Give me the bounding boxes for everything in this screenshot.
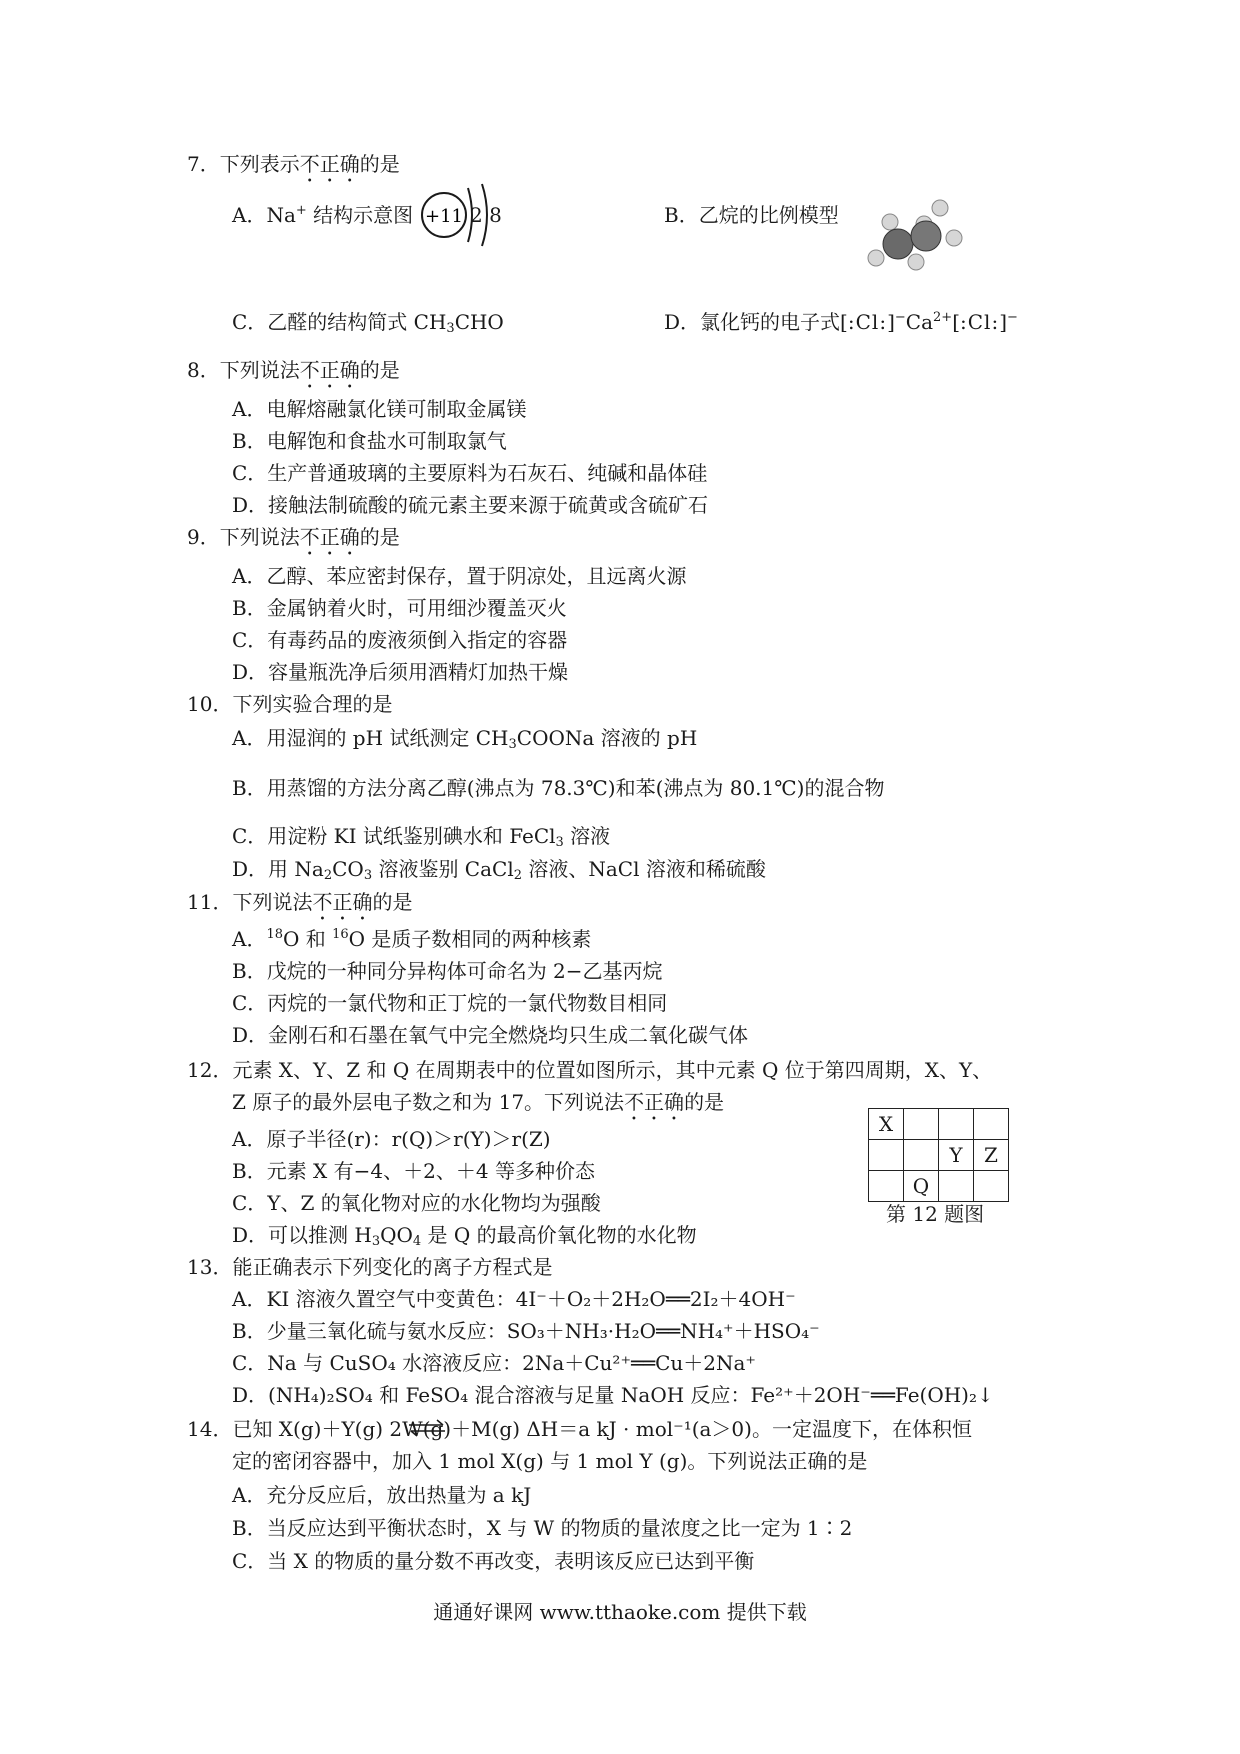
q9-option-d: D．容量瓶洗净后须用酒精灯加热干燥 — [232, 660, 569, 684]
q10-stem: 10．下列实验合理的是 — [187, 692, 393, 716]
q14-option-a: A．充分反应后，放出热量为 a kJ — [232, 1483, 532, 1507]
q13-stem: 13．能正确表示下列变化的离子方程式是 — [187, 1255, 553, 1279]
grid-cell — [869, 1171, 904, 1202]
q13-option-c: C．Na 与 CuSO₄ 水溶液反应：2Na＋Cu²⁺══Cu＋2Na⁺ — [232, 1351, 756, 1375]
q8-stem: 8．下列说法不正确的是 — [187, 358, 400, 382]
q14-stem: 14．已知 X(g)＋Y(g) 2W(g)＋M(g) ΔH＝a kJ · mol⁻¹(a＞0)。一定温度下，在体积恒 — [187, 1417, 972, 1441]
q7-option-a: A．Na+ 结构示意图 — [232, 203, 414, 227]
q13-option-b: B．少量三氧化硫与氨水反应：SO₃＋NH₃·H₂O══NH₄⁺＋HSO₄⁻ — [232, 1319, 820, 1343]
grid-cell: Y — [939, 1140, 974, 1171]
q11-option-b: B．戊烷的一种同分异构体可命名为 2−乙基丙烷 — [232, 959, 663, 983]
shell-electrons: 2 8 — [470, 203, 502, 227]
q14-option-c: C．当 X 的物质的量分数不再改变，表明该反应已达到平衡 — [232, 1549, 755, 1573]
grid-cell — [939, 1109, 974, 1140]
q7-emphasis: 不正确 — [299, 152, 360, 176]
q13-option-d: D．(NH₄)₂SO₄ 和 FeSO₄ 混合溶液与足量 NaOH 反应：Fe²⁺＋2OH⁻══Fe(OH)₂↓ — [232, 1383, 994, 1407]
ethane-space-filling-model — [860, 196, 970, 276]
q12-option-a: A．原子半径(r)：r(Q)＞r(Y)＞r(Z) — [232, 1127, 551, 1151]
periodic-table-grid — [868, 1108, 1009, 1202]
q12-stem-2: Z 原子的最外层电子数之和为 17。下列说法不正确的是 — [232, 1090, 725, 1114]
q12-option-d: D．可以推测 $H_3QO_4$ 是 Q 的最高价氧化物的水化物 — [232, 1223, 697, 1249]
q9-option-c: C．有毒药品的废液须倒入指定的容器 — [232, 628, 568, 652]
equilibrium-arrow-icon — [405, 1416, 449, 1440]
q14-option-b: B．当反应达到平衡状态时，X 与 W 的物质的量浓度之比一定为 1∶2 — [232, 1516, 853, 1540]
q14-stem-2: 定的密闭容器中，加入 1 mol X(g) 与 1 mol Y (g)。下列说法正确的是 — [232, 1449, 868, 1473]
q9-option-a: A．乙醇、苯应密封保存，置于阴凉处，且远离火源 — [232, 564, 687, 588]
q7-option-b: B．乙烷的比例模型 — [664, 203, 839, 227]
q9-option-b: B．金属钠着火时，可用细沙覆盖灭火 — [232, 596, 567, 620]
q7-stem: 7．下列表示不正确的是 — [187, 152, 400, 176]
q10-option-a: A．用湿润的 pH 试纸测定 $CH_3COONa$ 溶液的 pH — [232, 726, 698, 752]
q12-stem: 12．元素 X、Y、Z 和 Q 在周期表中的位置如图所示，其中元素 Q 位于第四周期，X、Y、 — [187, 1058, 993, 1082]
q10-option-b: B．用蒸馏的方法分离乙醇(沸点为 78.3℃)和苯(沸点为 80.1℃)的混合物 — [232, 776, 885, 800]
grid-cell — [904, 1140, 939, 1171]
grid-cell — [904, 1109, 939, 1140]
grid-cell — [974, 1109, 1009, 1140]
q11-option-d: D．金刚石和石墨在氧气中完全燃烧均只生成二氧化碳气体 — [232, 1023, 749, 1047]
grid-cell — [869, 1140, 904, 1171]
q8-option-c: C．生产普通玻璃的主要原料为石灰石、纯碱和晶体硅 — [232, 461, 708, 485]
grid-cell — [939, 1171, 974, 1202]
q10-option-c: C．用淀粉 KI 试纸鉴别碘水和 FeCl$_3$ 溶液 — [232, 824, 611, 850]
grid-cell — [974, 1171, 1009, 1202]
q10-option-d: D．用 $Na_2CO_3$ 溶液鉴别 CaCl$_2$ 溶液、NaCl 溶液和稀硫酸 — [232, 857, 766, 883]
q11-option-c: C．丙烷的一氯代物和正丁烷的一氯代物数目相同 — [232, 991, 668, 1015]
q11-stem: 11．下列说法不正确的是 — [187, 890, 413, 914]
grid-cell: Z — [974, 1140, 1009, 1171]
grid-cell: X — [869, 1109, 904, 1140]
q8-option-b: B．电解饱和食盐水可制取氯气 — [232, 429, 507, 453]
figure-caption: 第 12 题图 — [886, 1202, 985, 1226]
footer-credit: 通通好课网 www.tthaoke.com 提供下载 — [433, 1600, 807, 1624]
q13-option-a: A．KI 溶液久置空气中变黄色：4I⁻＋O₂＋2H₂O══2I₂＋4OH⁻ — [232, 1287, 796, 1311]
q9-stem: 9．下列说法不正确的是 — [187, 525, 400, 549]
q12-option-c: C．Y、Z 的氧化物对应的水化物均为强酸 — [232, 1191, 601, 1215]
q7-option-d: D．氯化钙的电子式$[:Cl:]^-Ca^{2+}[:Cl:]^-$ — [664, 310, 1018, 334]
grid-cell: Q — [904, 1171, 939, 1202]
q7-option-c: C．乙醛的结构简式 $CH_3CHO$ — [232, 310, 504, 336]
q11-option-a: A．$^{18}$O 和 $^{16}$O 是质子数相同的两种核素 — [232, 927, 592, 951]
nucleus-charge: +11 — [425, 206, 463, 227]
q8-option-d: D．接触法制硫酸的硫元素主要来源于硫黄或含硫矿石 — [232, 493, 709, 517]
q12-option-b: B．元素 X 有−4、＋2、＋4 等多种价态 — [232, 1159, 595, 1183]
q8-option-a: A．电解熔融氯化镁可制取金属镁 — [232, 397, 527, 421]
